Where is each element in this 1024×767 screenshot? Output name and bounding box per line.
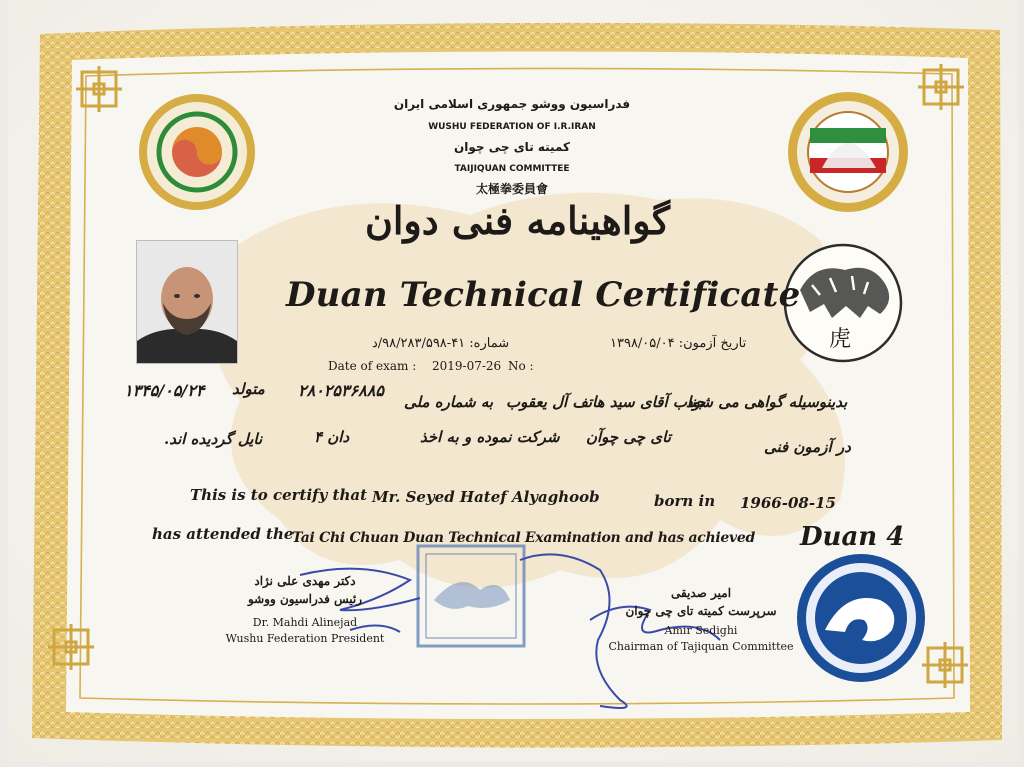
corner-knot-bottom-left <box>48 624 94 670</box>
sig-left-title-en: Wushu Federation President <box>225 632 385 645</box>
en-holder-name: Mr. Seyed Hatef Alyaghoob <box>372 488 600 506</box>
fa-line2-attended: شرکت نموده و به اخذ <box>420 428 560 446</box>
fa-line2-exam: در آزمون فنی <box>764 438 851 456</box>
seal-top-left <box>139 94 255 210</box>
sig-right-title-fa: سرپرست کمیته تای چی چوان <box>625 604 777 618</box>
en-attended-label: has attended the <box>152 525 294 543</box>
en-born-value: 1966-08-15 <box>740 494 836 512</box>
fa-line1-id-value: ۲۸۰۲۵۳۶۸۸۵ <box>298 381 384 400</box>
fa-line1-born-value: ۱۳۴۵/۰۵/۲۴ <box>124 381 205 400</box>
exam-no-label: No : <box>508 359 534 373</box>
corner-knot-bottom-right <box>922 642 968 688</box>
sig-right-name-fa: امیر صدیقی <box>670 586 732 600</box>
sig-right-title-en: Chairman of Tajiquan Committee <box>608 640 794 653</box>
title-fa: گواهینامه فنی دوان <box>364 198 670 243</box>
fa-line1-intro: بدینوسیله گواهی می شود <box>686 393 848 411</box>
en-rank: Duan 4 <box>800 522 905 552</box>
exam-number-fa: شماره: ۴۱-۹۸/۲۸۳/۵۹۸/د <box>372 336 510 351</box>
seal-bottom-right <box>797 554 925 682</box>
seal-top-right <box>788 92 908 212</box>
committee-name-en: TAIJIQUAN COMMITTEE <box>454 164 570 174</box>
federation-name-en: WUSHU FEDERATION OF I.R.IRAN <box>428 122 596 132</box>
fa-line2-rank: دان ۴ <box>314 428 350 446</box>
corner-knot-top-right <box>918 64 964 110</box>
sig-left-title-fa: رئیس فدراسیون ووشو <box>247 592 363 606</box>
exam-date-value: 2019-07-26 <box>432 359 502 373</box>
en-certify-label: This is to certify that <box>190 486 368 504</box>
en-exam-name: Tai Chi Chuan Duan Technical Examination and has achieved <box>292 530 755 546</box>
fa-line1-id-label: به شماره ملی <box>404 393 494 411</box>
committee-name-fa: کمیته تای چی چوان <box>454 140 570 154</box>
corner-knot-top-left <box>76 66 122 112</box>
holder-photo <box>136 240 238 364</box>
fa-line1-name: جناب آقای سید هاتف آل یعقوب <box>506 393 706 411</box>
sig-left-name-en: Dr. Mahdi Alinejad <box>252 616 358 629</box>
fa-line2-style: تای چی چوآن <box>586 428 671 446</box>
tiger-character: 虎 <box>829 327 852 352</box>
sig-left-name-fa: دکتر مهدی علی نژاد <box>254 574 356 588</box>
fa-line2-end: نایل گردیده اند. <box>164 430 263 448</box>
committee-name-zh: 太極拳委員會 <box>475 182 548 196</box>
en-born-label: born in <box>654 492 716 510</box>
sig-right-name-en: Amir Sedighi <box>664 624 738 637</box>
exam-date-label: Date of exam : <box>328 359 417 373</box>
exam-date-fa: تاریخ آزمون: ۱۳۹۸/۰۵/۰۴ <box>610 336 747 351</box>
title-en: Duan Technical Certificate <box>286 275 801 315</box>
fa-line1-born-label: متولد <box>232 380 265 398</box>
federation-name-fa: فدراسیون ووشو جمهوری اسلامی ایران <box>393 97 631 111</box>
